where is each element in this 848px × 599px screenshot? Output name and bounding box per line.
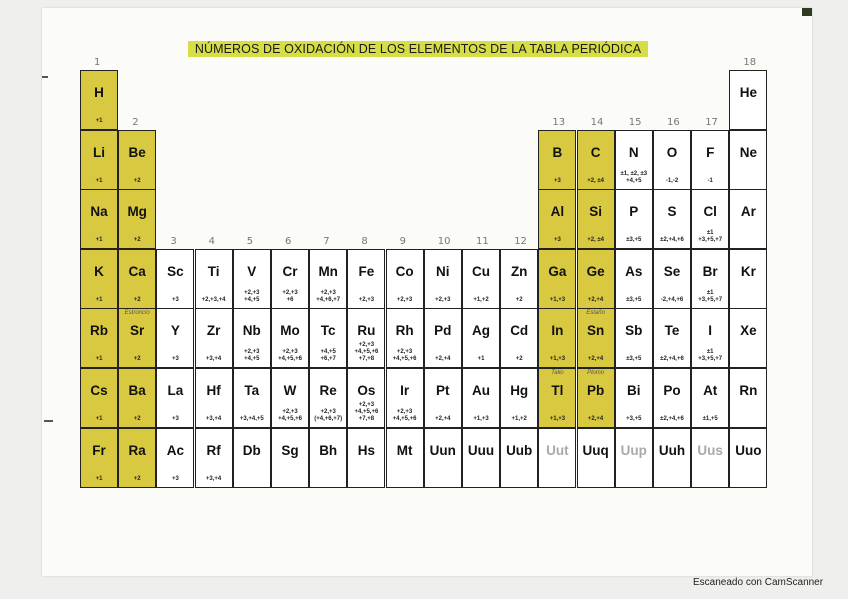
oxidation-states: -2,+4,+6 (660, 296, 684, 303)
group-label-3: 3 (170, 235, 177, 247)
element-cell-w (271, 368, 309, 428)
group-label-10: 10 (437, 235, 451, 247)
oxidation-states: +2,+3,+4 (201, 296, 226, 303)
element-cell-c (577, 130, 615, 190)
oxidation-states: +2,+3 +4,+5,+6 (278, 409, 302, 422)
element-symbol: W (283, 383, 297, 398)
oxidation-states: +3 (553, 177, 561, 184)
element-symbol: Sr (130, 323, 145, 339)
oxidation-states: +1,+3 (473, 416, 489, 422)
oxidation-states: +1 (95, 356, 103, 363)
element-cell-ag (462, 308, 500, 368)
oxidation-states: +1,+2 (473, 296, 489, 303)
element-symbol: Pt (436, 383, 450, 398)
oxidation-states: +2,+3 +4,+5,+6 (392, 349, 417, 363)
element-cell-cs (80, 368, 118, 428)
element-cell-al (538, 189, 576, 249)
oxidation-states: +1,+3 (549, 296, 566, 303)
element-cell-ga (538, 249, 576, 309)
element-cell-uuo (729, 428, 767, 488)
oxidation-states: +2,+3 (358, 296, 375, 303)
element-symbol: La (167, 383, 184, 398)
oxidation-states: +2,+3 +4,+5,+6 +7,+8 (354, 402, 379, 422)
oxidation-states: +1 (477, 356, 485, 363)
page-corner-mark (802, 8, 812, 16)
element-symbol: Rf (206, 442, 221, 458)
element-symbol: As (625, 263, 643, 279)
element-cell-hf (195, 368, 233, 428)
element-symbol: Mg (127, 204, 147, 220)
element-cell-sr (118, 308, 156, 368)
element-symbol: Ca (128, 263, 146, 279)
element-cell-pb (577, 368, 615, 428)
oxidation-states: +1,+3 (549, 416, 566, 422)
element-symbol: Ne (739, 144, 758, 160)
element-cell-f (691, 130, 729, 190)
element-cell-uub (500, 428, 538, 488)
element-cell-db (233, 428, 271, 488)
scanner-watermark: Escaneado con CamScanner (693, 577, 824, 588)
element-symbol: Xe (740, 323, 757, 339)
element-symbol: Cs (90, 383, 108, 398)
element-symbol: I (708, 323, 713, 339)
element-cell-ti (195, 249, 233, 309)
oxidation-states: +2,+3 +4,+5,+6 (278, 349, 302, 363)
oxidation-states: +1 (95, 296, 103, 303)
element-cell-tc (309, 308, 347, 368)
oxidation-states: ±3,+5 (626, 356, 642, 363)
group-label-13: 13 (552, 116, 566, 128)
oxidation-states: +1,+2 (511, 416, 527, 422)
element-cell-mo (271, 308, 309, 368)
group-label-1: 1 (94, 57, 101, 68)
oxidation-states: +2 (133, 416, 141, 422)
element-cell-he (729, 70, 767, 130)
element-symbol: Sb (625, 323, 643, 339)
oxidation-states: +2,+4 (587, 296, 604, 303)
oxidation-states: ±1 +3,+5,+7 (698, 349, 723, 363)
element-cell-k (80, 249, 118, 309)
element-symbol: Bh (319, 442, 338, 458)
element-symbol: Kr (740, 263, 756, 279)
element-cell-uuh (653, 428, 691, 488)
element-symbol: C (590, 144, 601, 160)
oxidation-states: +1 (95, 416, 103, 422)
element-symbol: Re (319, 383, 337, 398)
element-symbol: Cu (472, 263, 490, 279)
margin-mark (44, 420, 53, 422)
group-label-9: 9 (399, 235, 406, 247)
element-symbol: B (552, 144, 563, 160)
element-cell-cd (500, 308, 538, 368)
group-label-6: 6 (285, 235, 292, 247)
oxidation-states: ±1 +3,+5,+7 (698, 289, 723, 303)
element-symbol: Y (170, 323, 180, 339)
oxidation-states: +2 (133, 475, 141, 482)
element-symbol: Ni (436, 263, 450, 279)
oxidation-states: +2 (515, 356, 523, 363)
element-symbol: Ar (740, 204, 756, 220)
element-symbol: Ba (128, 383, 146, 398)
element-symbol: Br (702, 263, 718, 279)
element-symbol: Fr (92, 442, 106, 458)
oxidation-states: +2,+3 (+4,+6,+7) (314, 409, 343, 422)
element-symbol: H (94, 85, 104, 100)
element-cell-y (156, 308, 194, 368)
element-cell-pt (424, 368, 462, 428)
element-symbol: Uuh (658, 442, 686, 458)
oxidation-states: +2,+3 +4,+5 (244, 349, 260, 363)
element-symbol: Ga (548, 263, 567, 279)
element-symbol: Zn (510, 263, 528, 279)
element-symbol: Hg (510, 383, 529, 398)
oxidation-states: +2,+3 +4,+5,+6 +7,+8 (354, 342, 379, 363)
element-symbol: Au (472, 383, 490, 398)
group-label-4: 4 (208, 235, 215, 247)
element-symbol: Mt (396, 442, 413, 458)
element-symbol: V (247, 263, 257, 279)
oxidation-states: +3,+4 (205, 416, 222, 422)
oxidation-states: ±1,+5 (702, 416, 718, 422)
oxidation-states: +2,+3 +4,+5 (244, 289, 260, 303)
element-cell-bi (615, 368, 653, 428)
oxidation-states: ±3,+5 (626, 296, 642, 303)
element-symbol: Tl (551, 383, 564, 398)
element-symbol: Pb (586, 383, 605, 398)
page-title: NÚMEROS DE OXIDACIÓN DE LOS ELEMENTOS DE LA TABLA PERIÓDICA (188, 41, 648, 57)
element-symbol: Uup (620, 442, 647, 458)
element-symbol: Rb (90, 323, 108, 339)
element-symbol: Bi (627, 383, 641, 398)
element-symbol: Uub (506, 442, 533, 458)
oxidation-states: +1,+3 (549, 356, 566, 363)
element-cell-h (80, 70, 118, 130)
element-symbol: Uun (429, 442, 456, 458)
element-cell-kr (729, 249, 767, 309)
element-symbol: N (628, 144, 639, 160)
element-cell-ge (577, 249, 615, 309)
oxidation-states: ±2,+4,+6 (660, 237, 684, 244)
element-cell-sn (577, 308, 615, 368)
element-symbol: Ag (472, 323, 490, 339)
element-cell-zn (500, 249, 538, 309)
oxidation-states: -1 (707, 177, 713, 184)
element-symbol: Hf (206, 383, 221, 398)
element-cell-at (691, 368, 729, 428)
oxidation-states: +2,+3 +4,+5,+6 (392, 409, 417, 422)
element-cell-rh (386, 308, 424, 368)
element-cell-v (233, 249, 271, 309)
element-symbol: He (739, 85, 758, 100)
element-cell-bh (309, 428, 347, 488)
group-label-16: 16 (667, 116, 680, 128)
oxidation-states: +3 (553, 237, 561, 244)
element-cell-fe (347, 249, 385, 309)
oxidation-states: +2, ±4 (587, 237, 604, 244)
element-symbol: Sn (586, 323, 605, 339)
element-symbol: O (666, 144, 678, 160)
element-cell-rf (195, 428, 233, 488)
element-cell-se (653, 249, 691, 309)
element-cell-sb (615, 308, 653, 368)
element-symbol: Ru (357, 323, 376, 339)
element-symbol: K (94, 263, 104, 279)
element-symbol: Db (242, 442, 261, 458)
handwritten-note: Plomo (587, 370, 605, 376)
element-cell-br (691, 249, 729, 309)
oxidation-states: +2,+4 (435, 356, 451, 363)
group-label-12: 12 (514, 235, 527, 247)
element-symbol: Ge (586, 263, 605, 279)
element-cell-be (118, 130, 156, 190)
oxidation-states: ±1, ±2, ±3 +4,+5 (620, 170, 648, 184)
element-symbol: Co (395, 263, 414, 279)
element-cell-uut (538, 428, 576, 488)
group-label-7: 7 (323, 235, 330, 247)
element-cell-p (615, 189, 653, 249)
oxidation-states: +1 (95, 237, 103, 244)
element-cell-s (653, 189, 691, 249)
oxidation-states: -1,-2 (665, 177, 679, 184)
element-symbol: Ta (244, 383, 260, 398)
group-label-11: 11 (476, 235, 489, 247)
oxidation-states: +2,+3 +6 (282, 289, 298, 303)
element-cell-hs (347, 428, 385, 488)
oxidation-states: +2,+3 (396, 296, 413, 303)
element-cell-cl (691, 189, 729, 249)
oxidation-states: +1 (95, 177, 103, 184)
element-cell-po (653, 368, 691, 428)
element-symbol: Hs (357, 442, 376, 458)
oxidation-states: +3 (171, 475, 179, 482)
handwritten-note: Estaño (586, 310, 605, 317)
element-symbol: Tc (320, 323, 336, 339)
element-cell-uuu (462, 428, 500, 488)
oxidation-states: ±2,+4,+6 (660, 416, 684, 422)
oxidation-states: +2,+3 (435, 296, 451, 303)
group-label-15: 15 (628, 116, 642, 128)
element-cell-n (615, 130, 653, 190)
oxidation-states: ±1 +3,+5,+7 (698, 230, 723, 244)
element-symbol: Al (550, 204, 565, 220)
element-cell-ar (729, 189, 767, 249)
element-symbol: Mo (280, 323, 300, 339)
element-cell-ac (156, 428, 194, 488)
oxidation-states: +3,+4,+5 (239, 416, 264, 422)
element-symbol: At (703, 383, 718, 398)
element-cell-mn (309, 249, 347, 309)
element-cell-na (80, 189, 118, 249)
oxidation-states: +1 (95, 475, 103, 482)
element-symbol: Se (663, 263, 681, 279)
element-cell-rb (80, 308, 118, 368)
oxidation-states: ±2,+4,+6 (660, 356, 684, 363)
element-symbol: Uuu (467, 442, 495, 458)
element-cell-fr (80, 428, 118, 488)
oxidation-states: +2 (133, 237, 141, 244)
margin-mark (42, 76, 48, 78)
element-cell-ir (386, 368, 424, 428)
element-cell-ta (233, 368, 271, 428)
element-cell-mg (118, 189, 156, 249)
element-symbol: Os (357, 383, 376, 398)
group-label-14: 14 (590, 116, 604, 128)
element-symbol: Uuo (735, 442, 762, 458)
element-symbol: Sg (281, 442, 299, 458)
element-cell-re (309, 368, 347, 428)
element-symbol: In (551, 323, 564, 339)
element-cell-as (615, 249, 653, 309)
oxidation-states: +2 (133, 177, 141, 184)
element-cell-tl (538, 368, 576, 428)
element-cell-hg (500, 368, 538, 428)
element-symbol: Uut (546, 442, 569, 458)
element-cell-au (462, 368, 500, 428)
element-cell-ca (118, 249, 156, 309)
oxidation-states: +4,+5 +6,+7 (320, 349, 336, 363)
element-cell-os (347, 368, 385, 428)
element-cell-la (156, 368, 194, 428)
element-cell-b (538, 130, 576, 190)
element-symbol: Fe (358, 263, 375, 279)
element-cell-uup (615, 428, 653, 488)
element-cell-i (691, 308, 729, 368)
element-cell-uun (424, 428, 462, 488)
element-symbol: Uus (697, 442, 723, 458)
element-cell-rn (729, 368, 767, 428)
element-symbol: Sc (167, 263, 184, 279)
element-symbol: Cr (282, 263, 298, 279)
oxidation-states: +2,+4 (587, 356, 604, 363)
element-cell-sc (156, 249, 194, 309)
element-symbol: Uuq (582, 442, 609, 458)
element-cell-uus (691, 428, 729, 488)
element-cell-ni (424, 249, 462, 309)
group-label-17: 17 (705, 116, 718, 128)
element-cell-cr (271, 249, 309, 309)
element-cell-li (80, 130, 118, 190)
element-symbol: Mn (318, 263, 338, 279)
element-cell-sg (271, 428, 309, 488)
element-symbol: F (706, 144, 715, 160)
element-cell-uuq (577, 428, 615, 488)
element-symbol: Ac (166, 442, 185, 458)
oxidation-states: +3 (171, 296, 179, 303)
oxidation-states: +3,+4 (205, 475, 222, 482)
element-symbol: Rh (395, 323, 414, 339)
element-symbol: Cl (703, 204, 717, 220)
oxidation-states: +3,+5 (626, 416, 642, 422)
oxidation-states: +3,+4 (205, 356, 222, 363)
element-symbol: P (629, 204, 639, 220)
oxidation-states: +3 (171, 416, 179, 422)
element-symbol: Be (128, 144, 146, 160)
element-cell-ba (118, 368, 156, 428)
element-symbol: Na (90, 204, 108, 220)
element-symbol: Nb (242, 323, 261, 339)
element-symbol: Te (664, 323, 680, 339)
oxidation-states: +2,+4 (587, 416, 604, 422)
element-cell-ru (347, 308, 385, 368)
element-cell-o (653, 130, 691, 190)
element-symbol: Rn (739, 383, 758, 398)
element-symbol: Cd (510, 323, 529, 339)
element-cell-in (538, 308, 576, 368)
element-symbol: Ra (128, 442, 146, 458)
oxidation-states: +3 (171, 356, 179, 363)
group-label-18: 18 (743, 57, 757, 68)
oxidation-states: +2 (133, 356, 141, 363)
element-symbol: S (667, 204, 677, 220)
element-symbol: Ti (207, 263, 220, 279)
oxidation-states: +1 (95, 118, 103, 124)
group-label-2: 2 (132, 116, 139, 128)
element-symbol: Zr (206, 323, 221, 339)
element-symbol: Li (93, 144, 105, 160)
oxidation-states: +2 (515, 296, 523, 303)
handwritten-note: Talio (551, 370, 564, 376)
element-symbol: Po (663, 383, 681, 398)
element-cell-mt (386, 428, 424, 488)
group-label-8: 8 (361, 235, 368, 247)
element-cell-xe (729, 308, 767, 368)
element-cell-ra (118, 428, 156, 488)
group-label-5: 5 (246, 235, 254, 247)
element-cell-te (653, 308, 691, 368)
element-symbol: Si (589, 204, 602, 220)
element-cell-nb (233, 308, 271, 368)
element-cell-ne (729, 130, 767, 190)
element-cell-cu (462, 249, 500, 309)
element-symbol: Ir (400, 383, 410, 398)
oxidation-states: +2,+3 +4,+6,+7 (316, 289, 341, 303)
element-cell-si (577, 189, 615, 249)
element-cell-zr (195, 308, 233, 368)
oxidation-states: +2, ±4 (587, 177, 604, 184)
oxidation-states: +2,+4 (435, 416, 451, 422)
handwritten-note: Estroncio (124, 310, 150, 317)
element-cell-pd (424, 308, 462, 368)
element-symbol: Pd (434, 323, 452, 339)
oxidation-states: ±3,+5 (626, 237, 642, 244)
element-cell-co (386, 249, 424, 309)
oxidation-states: +2 (133, 296, 141, 303)
